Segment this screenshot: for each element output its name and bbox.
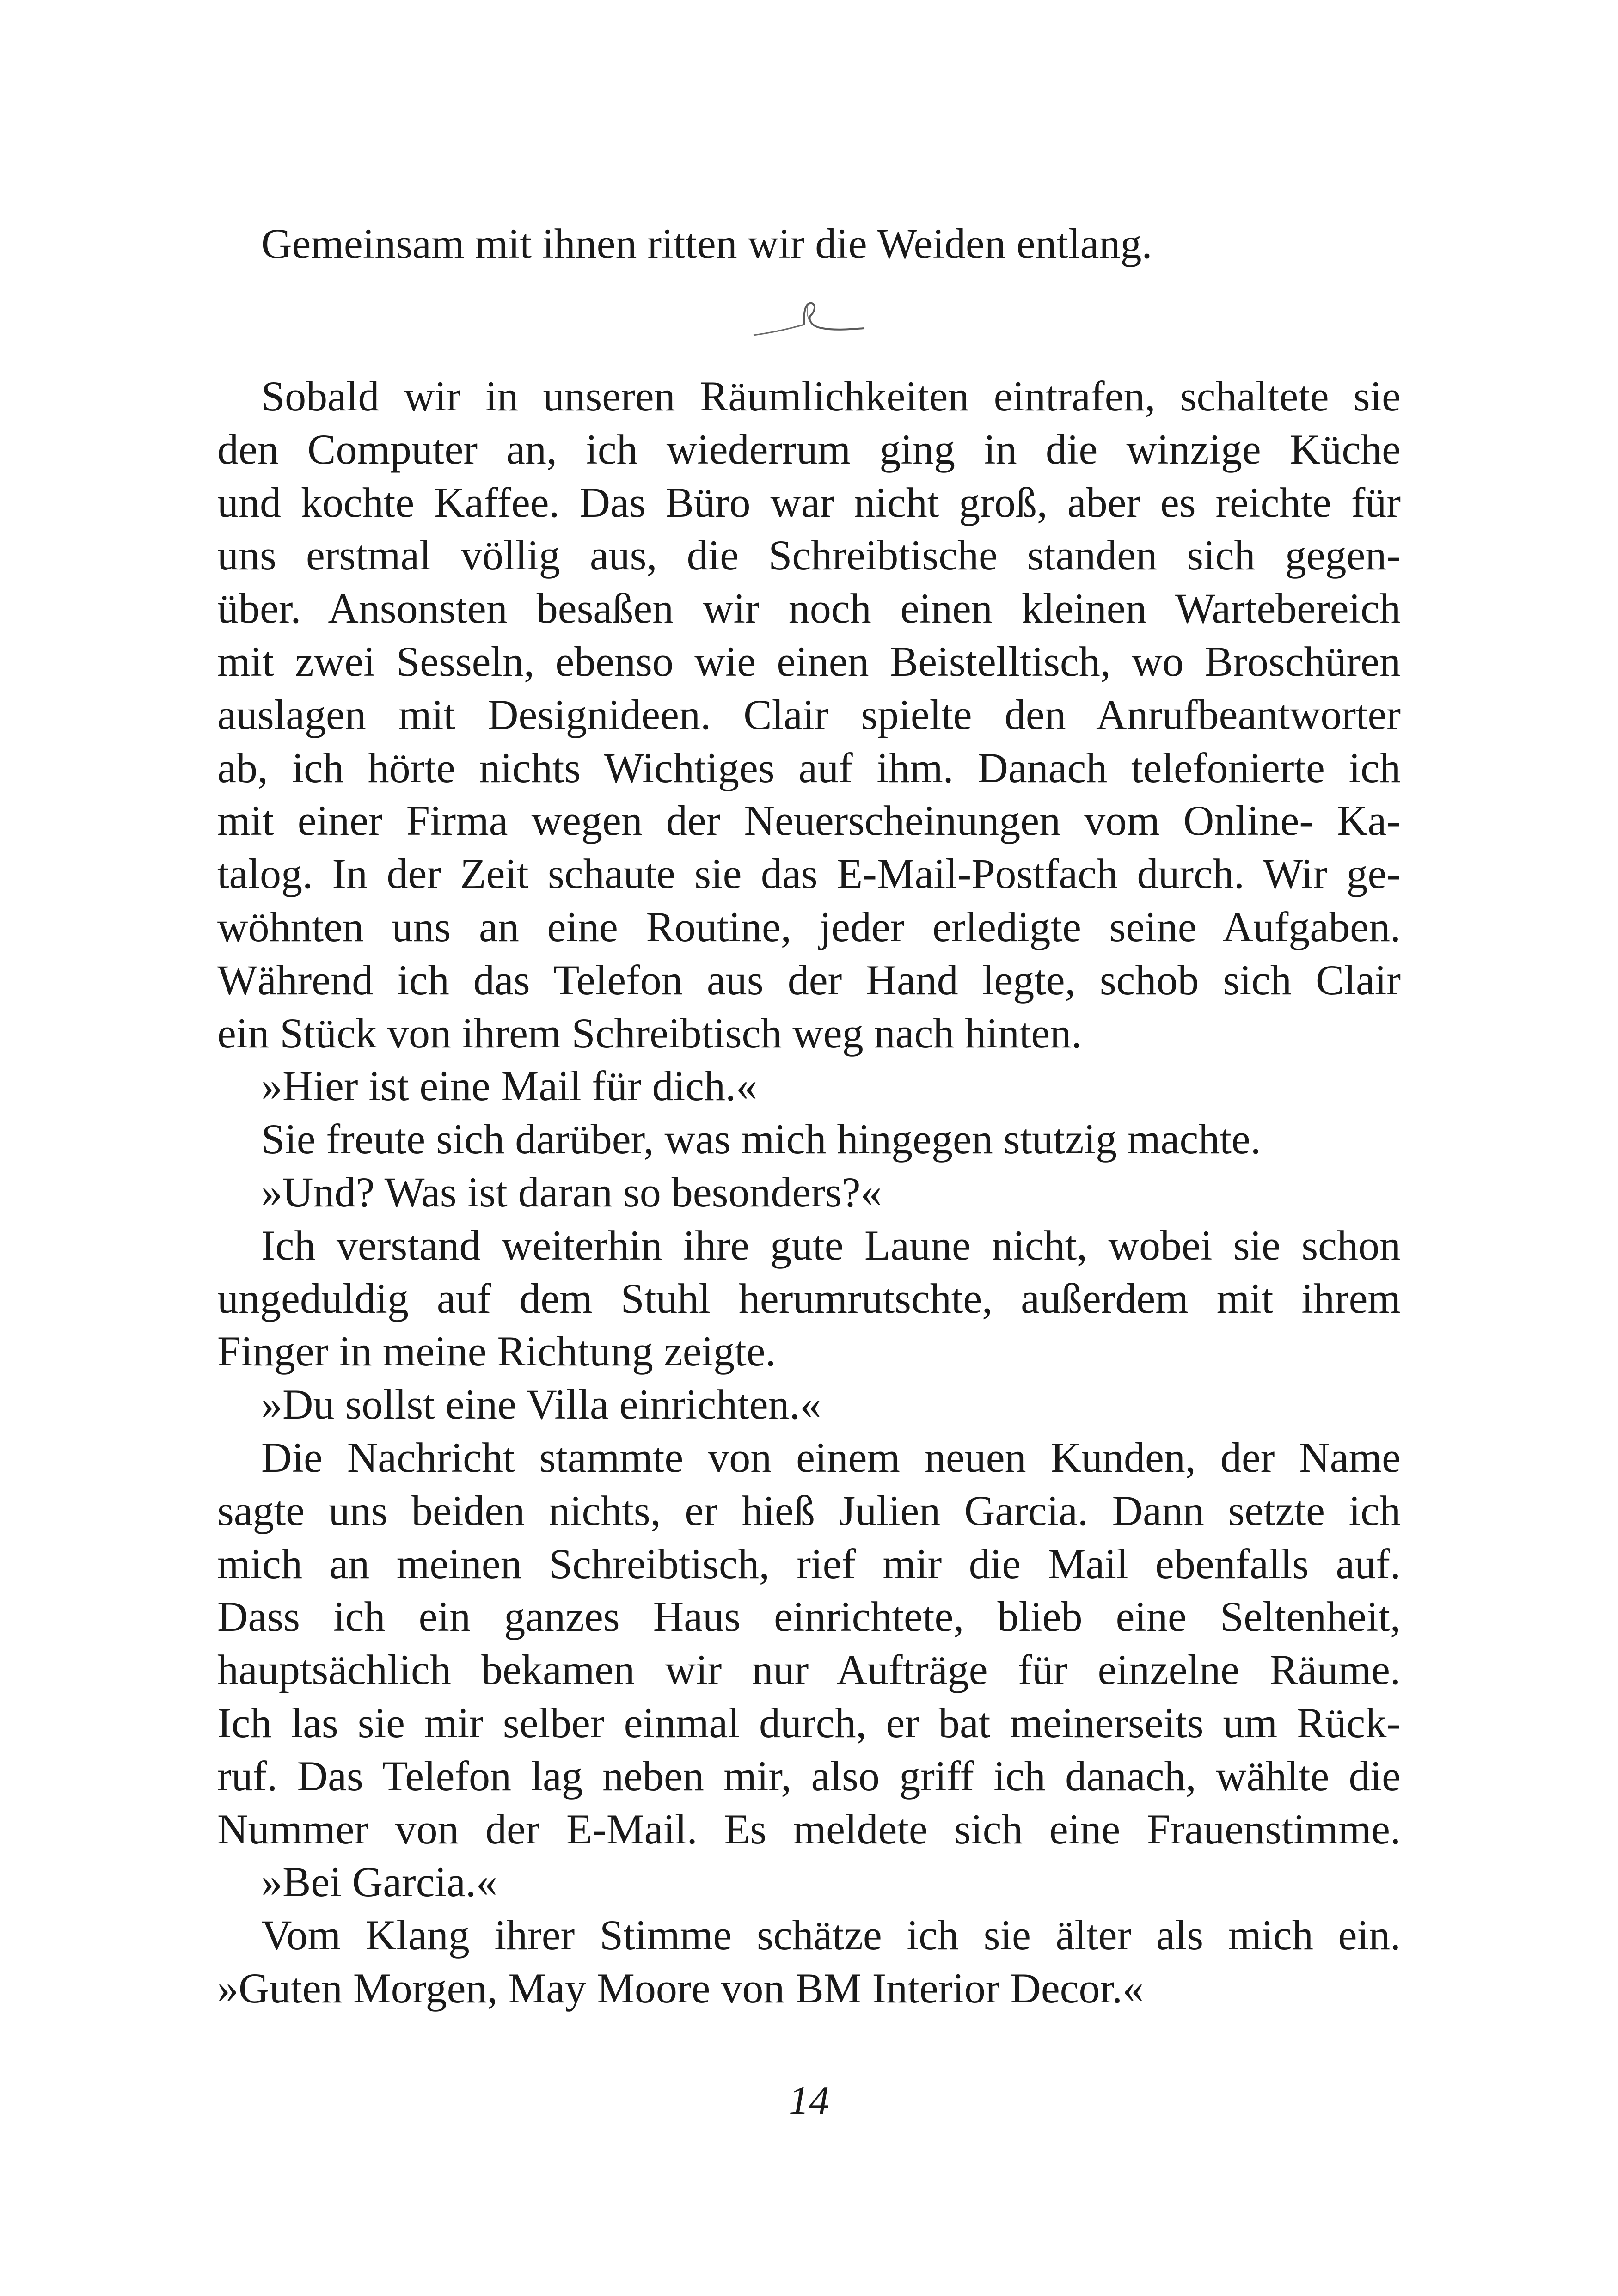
text-line: hauptsächlich bekamen wir nur Aufträge für einzelne Räume. [217,1646,1401,1694]
text-line: Dass ich ein ganzes Haus einrichtete, blieb eine Seltenheit, [217,1593,1401,1641]
text-line: mich an meinen Schreibtisch, rief mir die Mail ebenfalls auf. [217,1540,1401,1587]
text-line: Die Nachricht stammte von einem neuen Kunden, der Name [261,1433,1401,1481]
text-line: mit einer Firma wegen der Neuerscheinungen vom Online- Ka- [217,797,1401,845]
text-line: wöhnten uns an eine Routine, jeder erledigte seine Aufgaben. [217,903,1401,950]
opening-line: Gemeinsam mit ihnen ritten wir die Weiden entlang. [261,220,1152,267]
text-line: den Computer an, ich wiederrum ging in die winzige Küche [217,425,1401,473]
text-line: Nummer von der E-Mail. Es meldete sich eine Frauenstimme. [217,1805,1401,1853]
text-line: über. Ansonsten besaßen wir noch einen kleinen Wartebereich [217,585,1401,632]
text-line: Ich verstand weiterhin ihre gute Laune nicht, wobei sie schon [261,1221,1401,1269]
text-line: uns erstmal völlig aus, die Schreibtische standen sich gegen- [217,532,1401,579]
text-line: auslagen mit Designideen. Clair spielte den Anrufbeantworter [217,691,1401,738]
text-line: Finger in meine Richtung zeigte. [217,1328,776,1375]
text-line: »Hier ist eine Mail für dich.« [261,1062,758,1110]
text-line: talog. In der Zeit schaute sie das E-Mail-Postfach durch. Wir ge- [217,850,1401,898]
text-line: ab, ich hörte nichts Wichtiges auf ihm. Danach telefonierte ich [217,744,1401,791]
text-line: Sobald wir in unseren Räumlichkeiten eintrafen, schaltete sie [261,373,1401,420]
text-line: »Du sollst eine Villa einrichten.« [261,1381,821,1428]
text-line: »Bei Garcia.« [261,1858,497,1906]
text-line: mit zwei Sesseln, ebenso wie einen Beistelltisch, wo Broschüren [217,637,1401,685]
text-line: und kochte Kaffee. Das Büro war nicht groß, aber es reichte für [217,478,1401,526]
text-line: »Und? Was ist daran so besonders?« [261,1168,882,1216]
text-line: Ich las sie mir selber einmal durch, er bat meinerseits um Rück- [217,1699,1401,1746]
text-line: ungeduldig auf dem Stuhl herumrutschte, außerdem mit ihrem [217,1274,1401,1322]
text-line: ruf. Das Telefon lag neben mir, also griff ich danach, wählte die [217,1752,1401,1800]
page-number: 14 [789,2078,829,2123]
body-text [217,370,1401,2015]
text-line: Sie freute sich darüber, was mich hingegen stutzig machte. [261,1115,1261,1163]
text-line: Während ich das Telefon aus der Hand legte, schob sich Clair [217,956,1401,1004]
text-line: ein Stück von ihrem Schreibtisch weg nach hinten. [217,1009,1082,1057]
text-line: »Guten Morgen, May Moore von BM Interior Decor.« [217,1964,1144,2012]
swash-flourish-ornament-icon [749,291,869,351]
text-line: sagte uns beiden nichts, er hieß Julien Garcia. Dann setzte ich [217,1487,1401,1534]
text-line: Vom Klang ihrer Stimme schätze ich sie älter als mich ein. [261,1911,1401,1959]
